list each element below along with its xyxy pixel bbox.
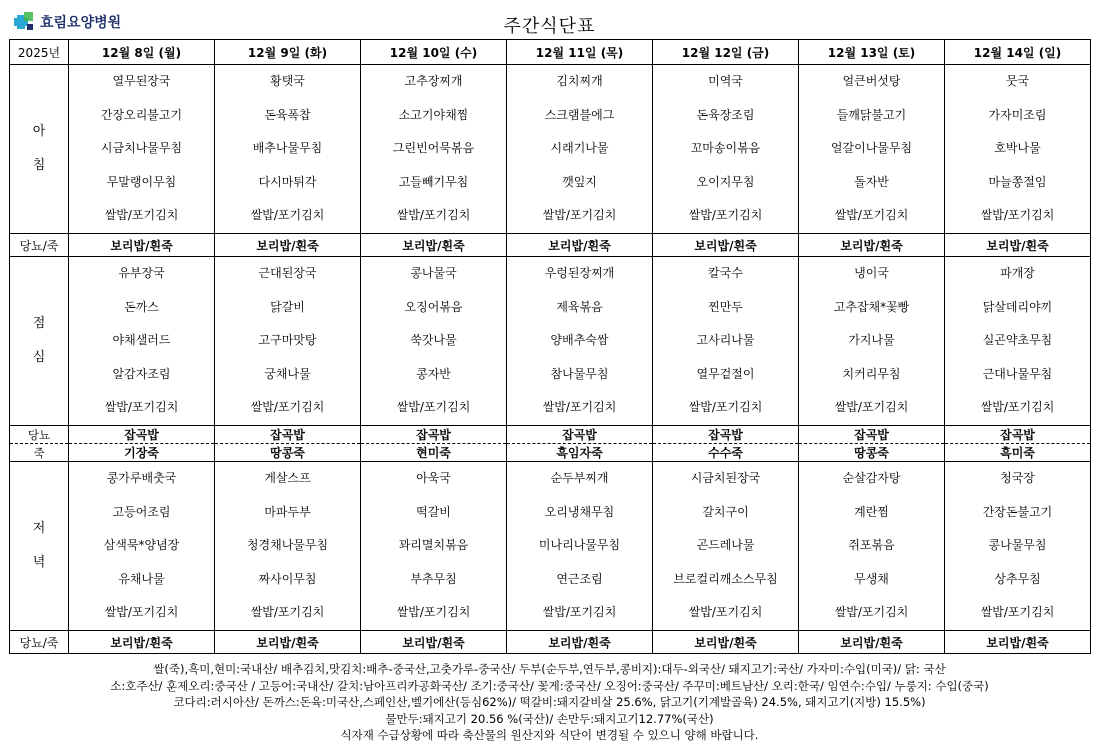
breakfast-special-cell: 보리밥/흰죽	[215, 234, 361, 257]
lunch-cell	[69, 257, 215, 426]
menu-item: 쌀밥/포기김치	[980, 605, 1055, 620]
breakfast-cell	[361, 65, 507, 234]
day-header: 12월 11일 (목)	[507, 40, 653, 65]
dinner-special-cell: 보리밥/흰죽	[945, 631, 1091, 654]
menu-item: 삼색묵*양념장	[103, 538, 180, 553]
dinner-items	[799, 462, 944, 630]
menu-item: 곤드레나물	[696, 538, 755, 553]
breakfast-label	[10, 65, 69, 234]
menu-item: 짜사이무침	[258, 571, 317, 586]
dinner-items	[945, 462, 1090, 630]
note-line: 소:호주산/ 훈제오리:중국산 / 고등어:국내산/ 갈치:남아프리카공화국산/ 조기:중국산/ 꽃게:중국산/ 오징어:중국산/ 주꾸미:베트남산/ 오리:한국/ 임연수:수입/ 누룽지: 수입(중국)	[110, 678, 989, 693]
menu-item: 순살감자탕	[842, 471, 901, 486]
dinner-cell	[653, 462, 799, 631]
menu-item: 소고기야채찜	[398, 107, 469, 122]
menu-item: 근대나물무침	[982, 366, 1053, 381]
lunch-diabetic-row	[10, 426, 1091, 444]
dinner-row	[10, 462, 1091, 631]
menu-item: 무말랭이무침	[106, 174, 177, 189]
lunch-porridge-cell: 땅콩죽	[799, 444, 945, 462]
menu-item: 궁채나물	[264, 366, 311, 381]
lunch-diabetic-cell: 잡곡밥	[507, 426, 653, 444]
menu-item: 돈까스	[124, 299, 159, 314]
lunch-label-2: 심	[32, 350, 46, 365]
menu-item: 떡갈비	[416, 504, 451, 519]
menu-item: 상추무침	[994, 571, 1041, 586]
lunch-cell	[945, 257, 1091, 426]
menu-item: 고사리나물	[696, 333, 755, 348]
menu-item: 쌀밥/포기김치	[688, 208, 763, 223]
menu-item: 미역국	[708, 74, 743, 89]
menu-item: 깻잎지	[562, 174, 597, 189]
menu-item: 쌀밥/포기김치	[542, 400, 617, 415]
lunch-items	[215, 257, 360, 425]
menu-item: 콩나물무침	[988, 538, 1047, 553]
menu-item: 호박나물	[994, 141, 1041, 156]
menu-item: 오이지무침	[696, 174, 755, 189]
day-header: 12월 9일 (화)	[215, 40, 361, 65]
breakfast-special-label: 당뇨/죽	[10, 234, 69, 257]
lunch-items	[653, 257, 798, 425]
menu-item: 얼갈이나물무침	[830, 141, 913, 156]
lunch-diabetic-cell: 잡곡밥	[361, 426, 507, 444]
menu-item: 닭살데리야끼	[982, 299, 1053, 314]
breakfast-special-cell: 보리밥/흰죽	[945, 234, 1091, 257]
lunch-porridge-cell: 땅콩죽	[215, 444, 361, 462]
menu-item: 뭇국	[1005, 74, 1030, 89]
menu-item: 가지나물	[848, 333, 895, 348]
lunch-diabetic-cell: 잡곡밥	[799, 426, 945, 444]
menu-item: 쌀밥/포기김치	[980, 208, 1055, 223]
lunch-label-1: 점	[32, 316, 46, 331]
lunch-items	[361, 257, 506, 425]
dinner-items	[653, 462, 798, 630]
breakfast-items	[215, 65, 360, 233]
breakfast-special-cell: 보리밥/흰죽	[653, 234, 799, 257]
menu-item: 시금치된장국	[690, 471, 761, 486]
menu-item: 쌀밥/포기김치	[688, 605, 763, 620]
menu-item: 치커리무침	[842, 366, 901, 381]
lunch-diabetic-cell: 잡곡밥	[653, 426, 799, 444]
menu-item: 꼬마송이볶음	[690, 141, 761, 156]
lunch-cell	[799, 257, 945, 426]
menu-item: 미나리나물무침	[538, 538, 621, 553]
dinner-label-1: 저	[32, 521, 46, 536]
menu-item: 쌀밥/포기김치	[250, 208, 325, 223]
menu-item: 쌀밥/포기김치	[104, 400, 179, 415]
lunch-porridge-cell: 흑임자죽	[507, 444, 653, 462]
breakfast-cell	[215, 65, 361, 234]
dinner-cell	[69, 462, 215, 631]
note-line: 코다리:러시아산/ 돈까스:돈육:미국산,스페인산,벨기에산(등심62%)/ 떡갈비:돼지갈비살 25.6%, 닭고기(기계발골육) 24.5%, 돼지고기(지방) 15.5%)	[173, 695, 926, 709]
lunch-porridge-cell: 흑미죽	[945, 444, 1091, 462]
menu-item: 유부장국	[118, 266, 165, 281]
dinner-cell	[215, 462, 361, 631]
lunch-diabetic-label: 당뇨	[10, 426, 69, 444]
dinner-special-cell: 보리밥/흰죽	[69, 631, 215, 654]
menu-item: 쑥갓나물	[410, 333, 457, 348]
dinner-items	[507, 462, 652, 630]
menu-item: 유채나물	[118, 571, 165, 586]
menu-item: 알감자조림	[112, 366, 171, 381]
hospital-name: 효림요양병원	[40, 15, 122, 31]
breakfast-label-1: 아	[32, 124, 46, 139]
lunch-cell	[653, 257, 799, 426]
dinner-special-cell: 보리밥/흰죽	[507, 631, 653, 654]
dinner-special-cell: 보리밥/흰죽	[799, 631, 945, 654]
menu-item: 갈치구이	[702, 504, 749, 519]
menu-item: 돌자반	[854, 174, 889, 189]
menu-item: 열무된장국	[112, 74, 171, 89]
menu-item: 아욱국	[416, 471, 451, 486]
dinner-special-cell: 보리밥/흰죽	[653, 631, 799, 654]
menu-item: 쌀밥/포기김치	[396, 208, 471, 223]
lunch-items	[507, 257, 652, 425]
menu-table	[9, 39, 1091, 654]
menu-item: 배추나물무침	[252, 141, 323, 156]
menu-item: 계란찜	[854, 504, 889, 519]
dinner-label-2: 녁	[32, 555, 46, 570]
year-cell: 2025년	[10, 40, 69, 65]
breakfast-items	[361, 65, 506, 233]
breakfast-items	[507, 65, 652, 233]
menu-item: 가자미조림	[988, 107, 1047, 122]
menu-item: 고추잡채*꽃빵	[833, 299, 910, 314]
menu-item: 꽈리멸치볶음	[398, 538, 469, 553]
menu-item: 쌀밥/포기김치	[250, 400, 325, 415]
lunch-label	[10, 257, 69, 426]
menu-item: 다시마튀각	[258, 174, 317, 189]
menu-item: 쌀밥/포기김치	[250, 605, 325, 620]
dinner-label	[10, 462, 69, 631]
breakfast-row	[10, 65, 1091, 234]
breakfast-items	[945, 65, 1090, 233]
note-line: 쌀(죽),흑미,현미:국내산/ 배추김치,맛김치:배추-중국산,고춧가루-중국산/ 두부(순두부,연두부,콩비지):대두-외국산/ 돼지고기:국산/ 가자미:수입(미국)/ 닭: 국산	[153, 662, 946, 676]
menu-item: 고들빼기무침	[398, 174, 469, 189]
menu-item: 고추장찌개	[404, 74, 463, 89]
menu-item: 그린빈어묵볶음	[392, 141, 475, 156]
menu-item: 참나물무침	[550, 366, 609, 381]
menu-item: 닭갈비	[270, 299, 305, 314]
dinner-special-cell: 보리밥/흰죽	[361, 631, 507, 654]
dinner-cell	[361, 462, 507, 631]
menu-item: 청국장	[1000, 471, 1035, 486]
lunch-porridge-cell: 현미죽	[361, 444, 507, 462]
breakfast-cell	[507, 65, 653, 234]
menu-item: 파개장	[1000, 266, 1035, 281]
menu-item: 얼큰버섯탕	[842, 74, 901, 89]
breakfast-items	[69, 65, 214, 233]
menu-item: 순두부찌개	[550, 471, 609, 486]
dinner-cell	[945, 462, 1091, 631]
menu-item: 쌀밥/포기김치	[834, 400, 909, 415]
dinner-items	[361, 462, 506, 630]
menu-item: 오징어볶음	[404, 299, 463, 314]
menu-item: 제육볶음	[556, 299, 603, 314]
menu-item: 실곤약초무침	[982, 333, 1053, 348]
breakfast-cell	[945, 65, 1091, 234]
breakfast-special-cell: 보리밥/흰죽	[69, 234, 215, 257]
note-line: 물만두:돼지고기 20.56 %(국산)/ 손만두:돼지고기12.77%(국산)	[385, 711, 714, 726]
menu-item: 간장돈불고기	[982, 504, 1053, 519]
dinner-special-cell: 보리밥/흰죽	[215, 631, 361, 654]
menu-item: 마늘쫑절임	[988, 174, 1047, 189]
lunch-diabetic-cell: 잡곡밥	[69, 426, 215, 444]
menu-item: 열무겉절이	[696, 366, 755, 381]
menu-item: 칼국수	[708, 266, 743, 281]
lunch-items	[945, 257, 1090, 425]
menu-item: 근대된장국	[258, 266, 317, 281]
menu-item: 간장오리불고기	[100, 107, 183, 122]
menu-item: 돈육장조림	[696, 107, 755, 122]
menu-item: 쥐포볶음	[848, 538, 895, 553]
breakfast-special-row	[10, 234, 1091, 257]
menu-item: 고구마맛탕	[258, 333, 317, 348]
lunch-porridge-cell: 기장죽	[69, 444, 215, 462]
lunch-diabetic-cell: 잡곡밥	[215, 426, 361, 444]
menu-item: 쌀밥/포기김치	[834, 208, 909, 223]
menu-item: 돈육폭찹	[264, 107, 311, 122]
menu-item: 들깨닭불고기	[836, 107, 907, 122]
dinner-items	[215, 462, 360, 630]
day-header: 12월 12일 (금)	[653, 40, 799, 65]
page-title: 주간식단표	[503, 16, 596, 37]
menu-item: 콩가루배춧국	[106, 471, 177, 486]
menu-item: 쌀밥/포기김치	[542, 605, 617, 620]
menu-item: 콩자반	[416, 366, 451, 381]
lunch-porridge-label: 죽	[10, 444, 69, 462]
dinner-cell	[799, 462, 945, 631]
breakfast-special-cell: 보리밥/흰죽	[799, 234, 945, 257]
menu-item: 야채샐러드	[112, 333, 171, 348]
menu-item: 쌀밥/포기김치	[104, 605, 179, 620]
dinner-cell	[507, 462, 653, 631]
day-header: 12월 10일 (수)	[361, 40, 507, 65]
dinner-items	[69, 462, 214, 630]
menu-item: 시금치나물무침	[100, 141, 183, 156]
lunch-porridge-cell: 수수죽	[653, 444, 799, 462]
note-line: 식자재 수급상황에 따라 축산물의 원산지와 식단이 변경될 수 있으니 양해 바랍니다.	[340, 728, 759, 742]
origin-notes	[0, 661, 1099, 744]
menu-item: 고등어조림	[112, 504, 171, 519]
menu-item: 쌀밥/포기김치	[396, 400, 471, 415]
menu-item: 마파두부	[264, 504, 311, 519]
menu-item: 김치찌개	[556, 74, 603, 89]
breakfast-cell	[653, 65, 799, 234]
breakfast-special-cell: 보리밥/흰죽	[507, 234, 653, 257]
menu-item: 쌀밥/포기김치	[688, 400, 763, 415]
lunch-cell	[507, 257, 653, 426]
day-header: 12월 14일 (일)	[945, 40, 1091, 65]
lunch-cell	[215, 257, 361, 426]
lunch-cell	[361, 257, 507, 426]
menu-item: 게살스프	[264, 471, 311, 486]
breakfast-cell	[69, 65, 215, 234]
menu-item: 쌀밥/포기김치	[396, 605, 471, 620]
menu-item: 부추무침	[410, 571, 457, 586]
lunch-items	[799, 257, 944, 425]
menu-item: 스크램블에그	[544, 107, 615, 122]
menu-item: 콩나물국	[410, 266, 457, 281]
menu-item: 무생채	[854, 571, 889, 586]
menu-item: 황탯국	[270, 74, 305, 89]
menu-item: 연근조림	[556, 571, 603, 586]
menu-item: 쌀밥/포기김치	[542, 208, 617, 223]
menu-item: 우렁된장찌개	[544, 266, 615, 281]
breakfast-special-cell: 보리밥/흰죽	[361, 234, 507, 257]
lunch-porridge-row	[10, 444, 1091, 462]
lunch-diabetic-cell: 잡곡밥	[945, 426, 1091, 444]
dinner-special-row	[10, 631, 1091, 654]
lunch-row	[10, 257, 1091, 426]
day-header: 12월 13일 (토)	[799, 40, 945, 65]
dinner-special-label: 당뇨/죽	[10, 631, 69, 654]
lunch-items	[69, 257, 214, 425]
menu-item: 양배추숙쌈	[550, 333, 609, 348]
menu-item: 청경채나물무침	[246, 538, 329, 553]
menu-item: 브로컬리깨소스무침	[673, 571, 778, 586]
menu-item: 쌀밥/포기김치	[980, 400, 1055, 415]
menu-item: 오리냉채무침	[544, 504, 615, 519]
menu-item: 찐만두	[708, 299, 743, 314]
breakfast-items	[653, 65, 798, 233]
menu-item: 쌀밥/포기김치	[834, 605, 909, 620]
header-row	[10, 40, 1091, 65]
menu-item: 시래기나물	[550, 141, 609, 156]
menu-item: 냉이국	[854, 266, 889, 281]
menu-item: 쌀밥/포기김치	[104, 208, 179, 223]
day-header: 12월 8일 (월)	[69, 40, 215, 65]
breakfast-label-2: 침	[32, 158, 46, 173]
breakfast-cell	[799, 65, 945, 234]
breakfast-items	[799, 65, 944, 233]
